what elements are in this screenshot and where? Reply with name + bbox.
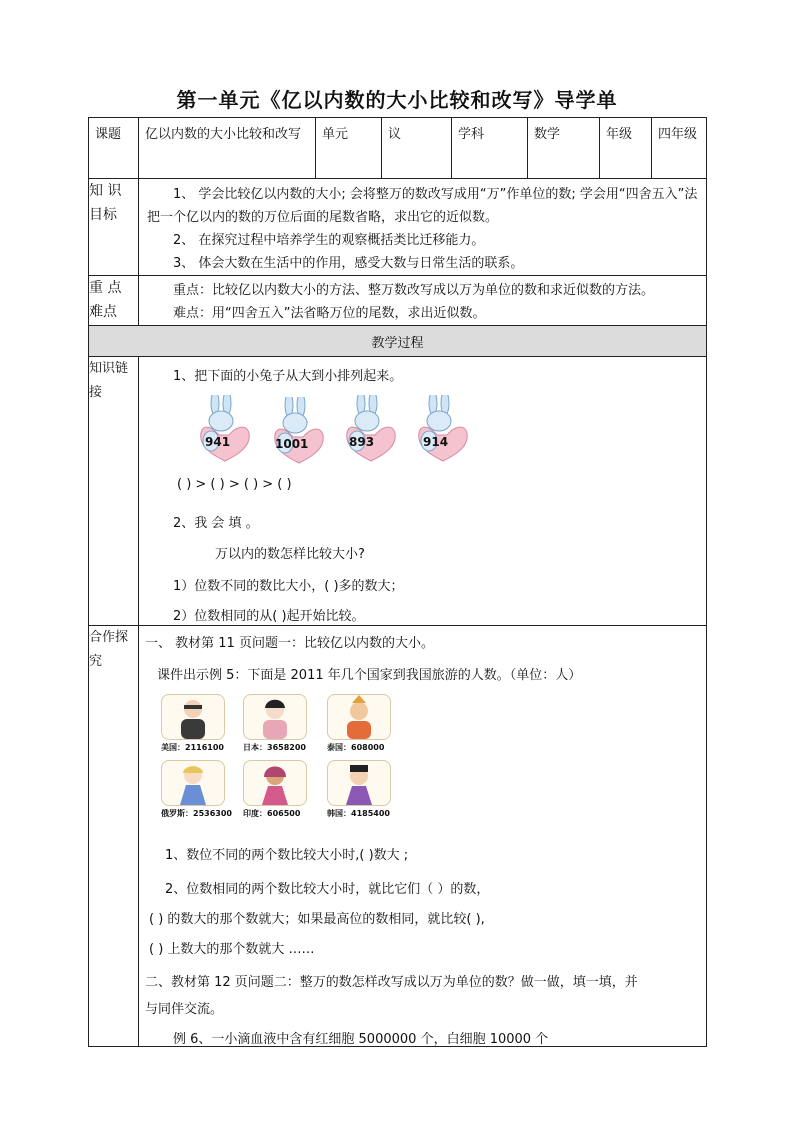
person-icon — [328, 695, 390, 739]
person-picture — [161, 760, 225, 806]
section-2-line-1: 二、教材第 12 页问题二：整万的数怎样改写成以万为单位的数？做一做，填一填，并 — [145, 975, 638, 990]
header-row — [89, 118, 707, 179]
section-1-subtitle: 课件出示例 5：下面是 2011 年几个国家到我国旅游的人数。（单位：人） — [157, 668, 582, 683]
person-icon — [244, 761, 306, 805]
rabbit-number: 893 — [349, 435, 375, 449]
link-row — [89, 357, 707, 626]
q2-subtitle: 万以内的数怎样比较大小? — [215, 547, 365, 562]
process-title-row — [89, 326, 707, 357]
country-caption: 俄罗斯：2536300 — [161, 809, 232, 818]
section-2-line-2: 与同伴交流。 — [145, 1002, 224, 1017]
goal-2: 2、 在探究过程中培养学生的观察概括类比迁移能力。 — [173, 233, 485, 248]
page-title: 第一单元《亿以内数的大小比较和改写》导学单 — [176, 88, 618, 112]
explore-row — [89, 626, 707, 1047]
unit-value: 议 — [382, 118, 452, 179]
person-icon — [328, 761, 390, 805]
keypoints-label: 重 点 难点 — [89, 276, 139, 326]
country-caption: 泰国：608000 — [327, 743, 385, 752]
section-1-title: 一、 教材第 11 页问题一：比较亿以内数的大小。 — [145, 636, 434, 651]
compare-line: ( ) > ( ) > ( ) > ( ) — [177, 477, 292, 492]
rabbit-icon — [263, 397, 333, 467]
fill-1: 1、数位不同的两个数比较大小时,( )数大 ; — [165, 848, 409, 863]
rabbit-icon — [189, 395, 259, 465]
country-caption: 美国：2116100 — [161, 743, 224, 752]
explore-label: 合作探究 — [89, 626, 139, 1047]
rabbit-number: 1001 — [275, 437, 309, 451]
fill-2a: 2、位数相同的两个数比较大小时，就比它们（ ）的数， — [165, 882, 490, 897]
link-label: 知识链接 — [89, 357, 139, 626]
explore-content — [139, 626, 706, 1046]
unit-label: 单元 — [316, 118, 382, 179]
rabbit-icon — [407, 395, 477, 465]
person-picture — [327, 694, 391, 740]
country-caption: 韩国：4185400 — [327, 809, 390, 818]
keypoints-row — [89, 276, 707, 326]
goals-row — [89, 179, 707, 276]
key-point: 重点：比较亿以内数大小的方法、整万数改写成以万为单位的数和求近似数的方法。 — [173, 283, 655, 298]
q2-item-a: 1）位数不同的数比大小，( )多的数大； — [173, 579, 404, 594]
person-picture — [243, 694, 307, 740]
person-icon — [162, 761, 224, 805]
person-icon — [162, 695, 224, 739]
q1-text: 1、把下面的小兔子从大到小排列起来。 — [173, 369, 403, 384]
q2-item-b: 2）位数相同的从( )起开始比较。 — [173, 609, 365, 624]
person-picture — [161, 694, 225, 740]
topic-value: 亿以内数的大小比较和改写 — [139, 118, 316, 179]
fill-2c: ( ) 上数大的那个数就大 …… — [149, 942, 315, 957]
study-sheet-table — [88, 117, 707, 1047]
grade-label: 年级 — [600, 118, 652, 179]
person-icon — [244, 695, 306, 739]
country-caption: 日本：3658200 — [243, 743, 306, 752]
difficult-point: 难点：用“四舍五入”法省略万位的尾数，求出近似数。 — [173, 306, 486, 321]
q2-text: 2、我 会 填 。 — [173, 516, 259, 531]
process-title: 教学过程 — [89, 326, 707, 357]
rabbit-number: 941 — [205, 435, 231, 449]
person-picture — [243, 760, 307, 806]
fill-2b: ( ) 的数大的那个数就大；如果最高位的数相同，就比较( ), — [149, 912, 485, 927]
goal-3: 3、 体会大数在生活中的作用，感受大数与日常生活的联系。 — [173, 256, 524, 271]
grade-value: 四年级 — [652, 118, 707, 179]
link-content — [139, 357, 706, 625]
goals-label: 知 识 目标 — [89, 179, 139, 276]
rabbit-number: 914 — [423, 435, 449, 449]
rabbit-icon — [335, 395, 405, 465]
goal-1: 1、 学会比较亿以内数的大小; 会将整万的数改写成用“万”作单位的数; 学会用“四舍五入”法把一个亿以内的数的万位后面的尾数省略，求出它的近似数。 — [147, 187, 698, 225]
person-picture — [327, 760, 391, 806]
topic-label: 课题 — [89, 118, 139, 179]
subject-value: 数学 — [528, 118, 600, 179]
example-6: 例 6、一小滴血液中含有红细胞 5000000 个，白细胞 10000 个 — [173, 1032, 549, 1047]
subject-label: 学科 — [452, 118, 528, 179]
country-caption: 印度：606500 — [243, 809, 301, 818]
